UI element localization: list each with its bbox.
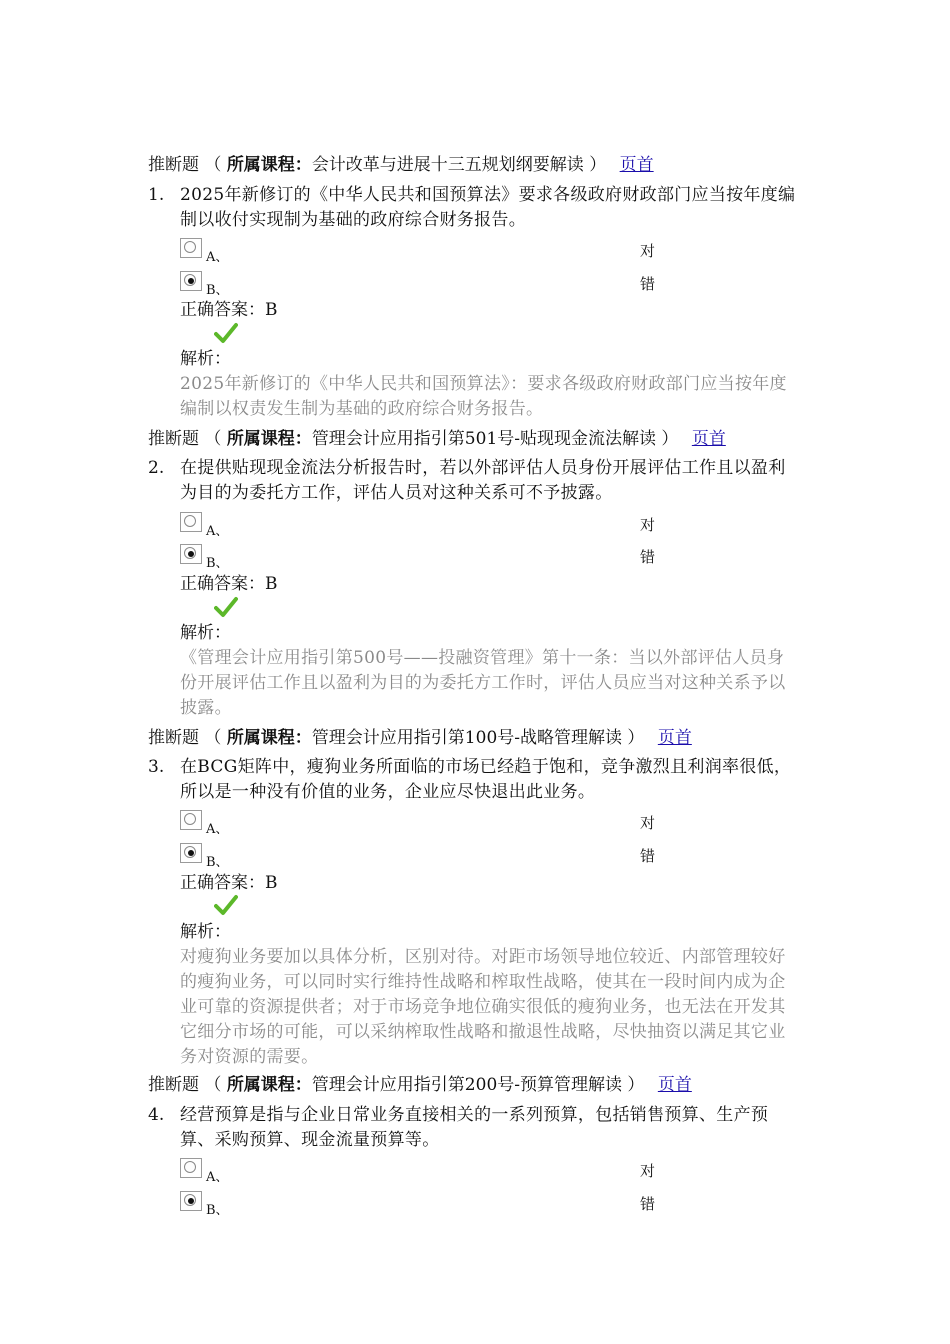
check-icon bbox=[214, 322, 238, 344]
question-text: 经营预算是指与企业日常业务直接相关的一系列预算，包括销售预算、生产预算、采购预算、现金流量预算等。 bbox=[180, 1105, 769, 1150]
course-label: 所属课程： bbox=[226, 1075, 312, 1095]
question-type: 推断题 bbox=[148, 429, 199, 449]
question-number: 3. bbox=[148, 757, 165, 777]
question-header: 推断题 （ 所属课程：管理会计应用指引第100号-战略管理解读 ） 页首 bbox=[148, 728, 692, 748]
analysis-text: 对瘦狗业务要加以具体分析，区别对待。对距市场领导地位较近、内部管理较好的瘦狗业务，可以同时实行维持性战略和榨取性战略，使其在一段时间内成为企业可靠的资源提供者；对于市场竞争地位确实很低的瘦狗业务，也无法在开发其它细分市场的可能，可以采纳榨取性战略和撤退性战略，尽快抽资以满足其它业务对资源的需要。 bbox=[180, 947, 786, 1067]
radio-icon[interactable] bbox=[180, 512, 202, 532]
course-name: 会计改革与进展十三五规划纲要解读 bbox=[311, 155, 584, 175]
option-a[interactable]: A、 对 bbox=[180, 238, 680, 262]
question-text: 2025年新修订的《中华人民共和国预算法》要求各级政府财政部门应当按年度编制以收付实现制为基础的政府综合财务报告。 bbox=[180, 185, 796, 230]
radio-icon[interactable] bbox=[180, 1158, 202, 1178]
radio-icon[interactable] bbox=[180, 810, 202, 830]
correct-answer: 正确答案：B bbox=[180, 300, 278, 320]
question-header: 推断题 （ 所属课程：管理会计应用指引第501号-贴现现金流法解读 ） 页首 bbox=[148, 429, 726, 449]
question-type: 推断题 bbox=[148, 155, 199, 175]
course-name: 管理会计应用指引第100号-战略管理解读 bbox=[311, 728, 623, 748]
option-b[interactable]: B、 错 bbox=[180, 544, 680, 568]
option-a[interactable]: A、 对 bbox=[180, 810, 680, 834]
course-name: 管理会计应用指引第501号-贴现现金流法解读 bbox=[311, 429, 657, 449]
correct-answer: 正确答案：B bbox=[180, 574, 278, 594]
question-number: 4. bbox=[148, 1105, 165, 1125]
option-b[interactable]: B、 错 bbox=[180, 843, 680, 867]
course-label: 所属课程： bbox=[226, 429, 312, 449]
back-to-top-link[interactable]: 页首 bbox=[619, 155, 654, 175]
back-to-top-link[interactable]: 页首 bbox=[657, 1075, 692, 1095]
analysis-label: 解析： bbox=[180, 623, 231, 643]
course-name: 管理会计应用指引第200号-预算管理解读 bbox=[311, 1075, 623, 1095]
analysis-text: 2025年新修订的《中华人民共和国预算法》：要求各级政府财政部门应当按年度编制以权责发生制为基础的政府综合财务报告。 bbox=[180, 374, 787, 419]
correct-answer: 正确答案：B bbox=[180, 873, 278, 893]
back-to-top-link[interactable]: 页首 bbox=[657, 728, 692, 748]
radio-checked-icon[interactable] bbox=[180, 1191, 202, 1211]
question-text: 在BCG矩阵中，瘦狗业务所面临的市场已经趋于饱和，竞争激烈且利润率很低，所以是一种没有价值的业务，企业应尽快退出此业务。 bbox=[180, 757, 792, 802]
course-label: 所属课程： bbox=[226, 155, 312, 175]
course-label: 所属课程： bbox=[226, 728, 312, 748]
question-type: 推断题 bbox=[148, 1075, 199, 1095]
question-number: 1. bbox=[148, 185, 165, 205]
back-to-top-link[interactable]: 页首 bbox=[691, 429, 726, 449]
radio-checked-icon[interactable] bbox=[180, 843, 202, 863]
question-header: 推断题 （ 所属课程：会计改革与进展十三五规划纲要解读 ） 页首 bbox=[148, 155, 654, 175]
option-a[interactable]: A、 对 bbox=[180, 1158, 680, 1182]
question-text: 在提供贴现现金流法分析报告时，若以外部评估人员身份开展评估工作且以盈利为目的为委托方工作，评估人员对这种关系可不予披露。 bbox=[180, 458, 786, 503]
radio-icon[interactable] bbox=[180, 238, 202, 258]
check-icon bbox=[214, 596, 238, 618]
question-number: 2. bbox=[148, 458, 165, 478]
question-type: 推断题 bbox=[148, 728, 199, 748]
option-b[interactable]: B、 错 bbox=[180, 271, 680, 295]
option-b[interactable]: B、 错 bbox=[180, 1191, 680, 1215]
analysis-label: 解析： bbox=[180, 349, 231, 369]
analysis-text: 《管理会计应用指引第500号——投融资管理》第十一条：当以外部评估人员身份开展评估工作且以盈利为目的为委托方工作时，评估人员应当对这种关系予以披露。 bbox=[180, 648, 786, 718]
radio-checked-icon[interactable] bbox=[180, 544, 202, 564]
option-a[interactable]: A、 对 bbox=[180, 512, 680, 536]
radio-checked-icon[interactable] bbox=[180, 271, 202, 291]
analysis-label: 解析： bbox=[180, 922, 231, 942]
question-header: 推断题 （ 所属课程：管理会计应用指引第200号-预算管理解读 ） 页首 bbox=[148, 1075, 692, 1095]
check-icon bbox=[214, 894, 238, 916]
